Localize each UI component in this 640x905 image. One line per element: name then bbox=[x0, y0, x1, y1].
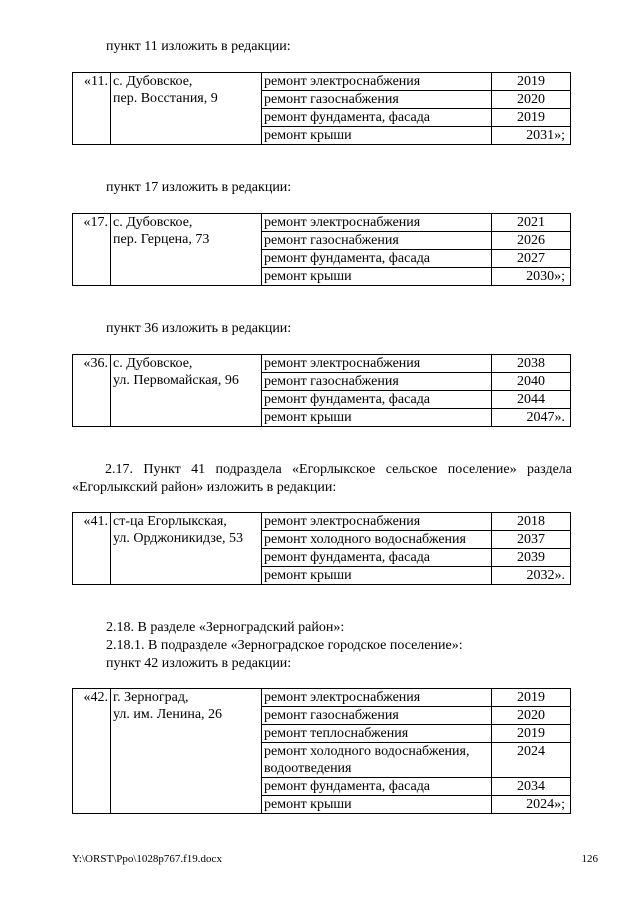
work-year: 2018 bbox=[492, 513, 571, 531]
work-type: ремонт электроснабжения bbox=[262, 513, 492, 531]
work-year: 2039 bbox=[492, 549, 571, 567]
work-year: 2040 bbox=[492, 373, 571, 391]
address-line-1: ст-ца Егорлыкская, bbox=[113, 514, 227, 529]
paragraph-2-17: 2.17. Пункт 41 подраздела «Егорлыкское сельское поселение» раздела «Егорлыкский район» изложить в редакции: bbox=[72, 462, 572, 495]
section-intro: пункт 17 изложить в редакции: bbox=[106, 180, 292, 195]
work-year: 2027 bbox=[492, 250, 571, 268]
work-type: ремонт фундамента, фасада bbox=[262, 778, 492, 796]
work-type: ремонт крыши bbox=[262, 796, 492, 814]
section-intro: пункт 11 изложить в редакции: bbox=[106, 39, 291, 54]
item-number: «17. bbox=[73, 214, 111, 286]
work-year: 2020 bbox=[492, 707, 571, 725]
work-type: ремонт крыши bbox=[262, 409, 492, 427]
item-number: «42. bbox=[73, 689, 111, 814]
address-line-2: пер. Восстания, 9 bbox=[113, 91, 218, 106]
address-line-2: ул. им. Ленина, 26 bbox=[113, 707, 223, 722]
item-address bbox=[111, 214, 262, 286]
work-year: 2038 bbox=[492, 355, 571, 373]
address-line-1: с. Дубовское, bbox=[113, 356, 193, 371]
work-year: 2024»; bbox=[492, 796, 571, 814]
work-type: ремонт фундамента, фасада bbox=[262, 109, 492, 127]
item-address bbox=[111, 355, 262, 427]
work-type: ремонт холодного водоснабжения bbox=[262, 531, 492, 549]
section-intro: пункт 42 изложить в редакции: bbox=[106, 656, 292, 671]
work-type: ремонт фундамента, фасада bbox=[262, 549, 492, 567]
item-number: «36. bbox=[73, 355, 111, 427]
footer-page-number: 126 bbox=[581, 853, 598, 865]
address-line-2: ул. Первомайская, 96 bbox=[113, 373, 239, 388]
work-type: ремонт крыши bbox=[262, 567, 492, 585]
work-type: ремонт электроснабжения bbox=[262, 214, 492, 232]
work-year: 2019 bbox=[492, 73, 571, 91]
footer-file-path: Y:\ORST\Ppo\1028p767.f19.docx bbox=[72, 853, 222, 865]
work-table bbox=[72, 72, 571, 145]
work-table bbox=[72, 512, 571, 585]
section-intro: пункт 36 изложить в редакции: bbox=[106, 321, 292, 336]
paragraph-2-18: 2.18. В разделе «Зерноградский район»: bbox=[106, 620, 345, 635]
work-table bbox=[72, 688, 571, 814]
work-year: 2019 bbox=[492, 689, 571, 707]
work-type: ремонт фундамента, фасада bbox=[262, 391, 492, 409]
work-year: 2019 bbox=[492, 109, 571, 127]
work-type: ремонт крыши bbox=[262, 268, 492, 286]
item-address bbox=[111, 689, 262, 814]
work-type: ремонт газоснабжения bbox=[262, 232, 492, 250]
address-line-1: с. Дубовское, bbox=[113, 74, 193, 89]
work-year: 2019 bbox=[492, 725, 571, 743]
work-type: ремонт электроснабжения bbox=[262, 355, 492, 373]
address-line-1: с. Дубовское, bbox=[113, 215, 193, 230]
address-line-2: пер. Герцена, 73 bbox=[113, 232, 210, 247]
work-year: 2026 bbox=[492, 232, 571, 250]
address-line-1: г. Зерноград, bbox=[113, 690, 189, 705]
work-type: ремонт электроснабжения bbox=[262, 689, 492, 707]
work-type: ремонт теплоснабжения bbox=[262, 725, 492, 743]
work-type: ремонт газоснабжения bbox=[262, 373, 492, 391]
address-line-2: ул. Орджоникидзе, 53 bbox=[113, 531, 244, 546]
item-number: «41. bbox=[73, 513, 111, 585]
paragraph-2-18-1: 2.18.1. В подразделе «Зерноградское городское поселение»: bbox=[106, 638, 463, 653]
item-number: «11. bbox=[73, 73, 111, 145]
work-year: 2034 bbox=[492, 778, 571, 796]
work-type: ремонт электроснабжения bbox=[262, 73, 492, 91]
work-year: 2037 bbox=[492, 531, 571, 549]
work-year: 2021 bbox=[492, 214, 571, 232]
work-year: 2020 bbox=[492, 91, 571, 109]
work-year: 2047». bbox=[492, 409, 571, 427]
work-type: ремонт крыши bbox=[262, 127, 492, 145]
work-year: 2030»; bbox=[492, 268, 571, 286]
work-table bbox=[72, 213, 571, 286]
work-table bbox=[72, 354, 571, 427]
work-year: 2044 bbox=[492, 391, 571, 409]
work-year: 2032». bbox=[492, 567, 571, 585]
work-type: ремонт фундамента, фасада bbox=[262, 250, 492, 268]
work-year: 2031»; bbox=[492, 127, 571, 145]
work-type: ремонт газоснабжения bbox=[262, 91, 492, 109]
work-type: ремонт газоснабжения bbox=[262, 707, 492, 725]
item-address bbox=[111, 73, 262, 145]
work-year: 2024 bbox=[492, 743, 571, 778]
item-address bbox=[111, 513, 262, 585]
work-type: ремонт холодного водоснабжения, водоотведения bbox=[262, 743, 492, 778]
